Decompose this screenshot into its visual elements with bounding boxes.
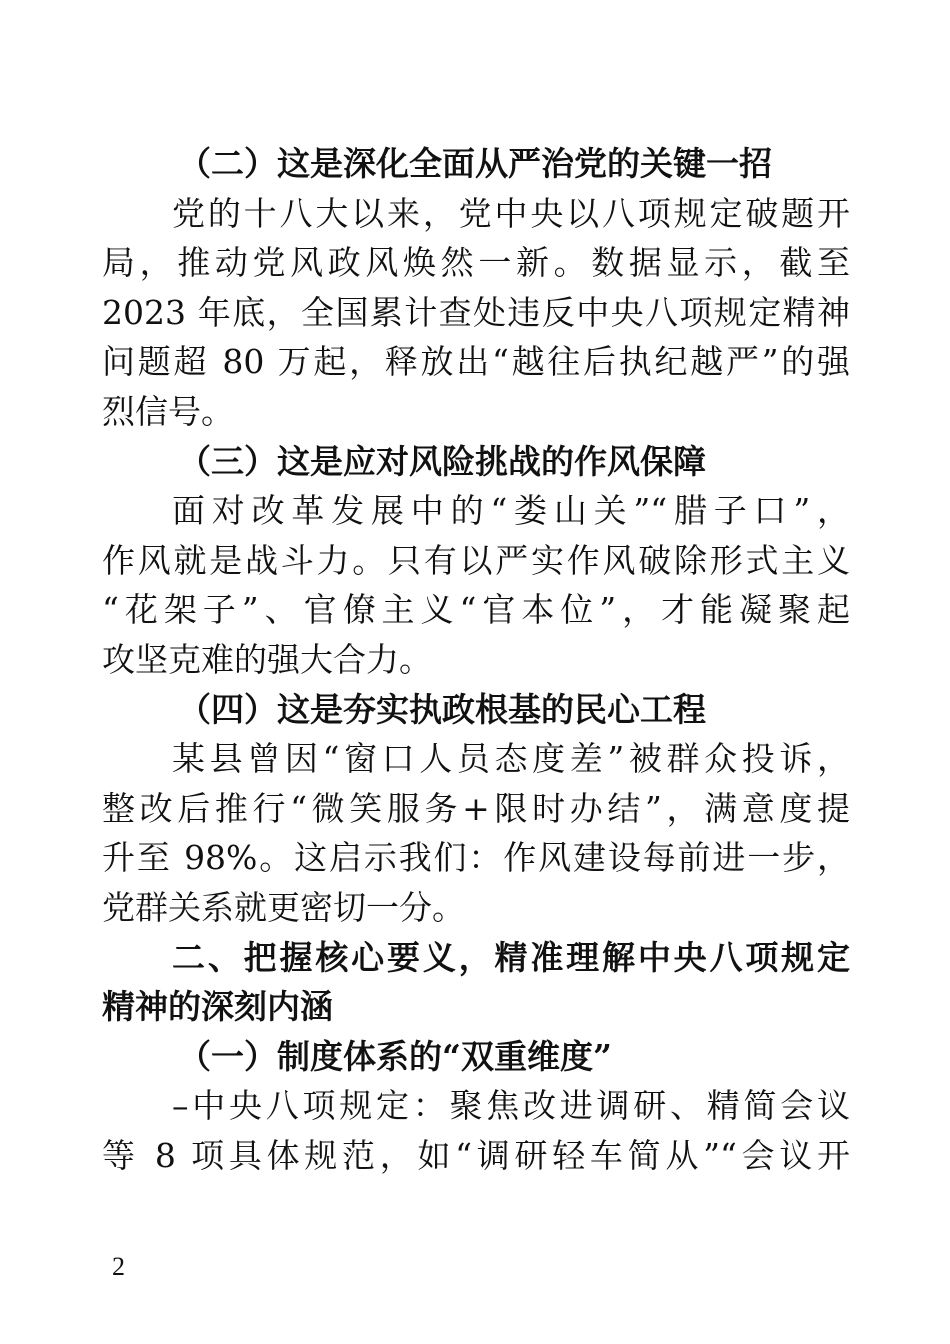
section-heading-2-cont: 精神的深刻内涵 <box>102 987 333 1027</box>
document-body <box>102 139 850 1180</box>
paragraph-line: 整改后推行“微笑服务+限时办结”，满意度提 <box>102 788 850 828</box>
paragraph-line: 等 8 项具体规范，如“调研轻车简从”“会议开 <box>102 1135 850 1175</box>
page-number: 2 <box>112 1252 125 1281</box>
subsection-heading-3: （三）这是应对风险挑战的作风保障 <box>178 441 706 481</box>
paragraph-line: 局，推动党风政风焕然一新。数据显示，截至 <box>102 243 850 283</box>
section-heading-2: 二、把握核心要义，精准理解中央八项规定 <box>172 937 850 977</box>
paragraph-line: 党的十八大以来，党中央以八项规定破题开 <box>172 193 850 233</box>
paragraph-line: 作风就是战斗力。只有以严实作风破除形式主义 <box>102 540 850 580</box>
paragraph-line: 某县曾因“窗口人员态度差”被群众投诉， <box>172 739 850 779</box>
subsection-heading-2: （二）这是深化全面从严治党的关键一招 <box>178 144 772 183</box>
subsection-heading-4: （四）这是夯实执政根基的民心工程 <box>178 689 706 729</box>
paragraph-line: 攻坚克难的强大合力。 <box>102 639 432 679</box>
paragraph-line: 升至 98%。这启示我们：作风建设每前进一步， <box>102 838 850 878</box>
paragraph-line: 烈信号。 <box>102 391 234 431</box>
paragraph-line: 问题超 80 万起，释放出“越往后执纪越严”的强 <box>102 342 850 382</box>
subsection-heading-1: （一）制度体系的“双重维度” <box>178 1036 612 1076</box>
paragraph-line: 2023 年底，全国累计查处违反中央八项规定精神 <box>102 292 850 332</box>
paragraph-line: 面对改革发展中的“娄山关”“腊子口”， <box>172 491 850 531</box>
paragraph-line: “花架子”、官僚主义“官本位”，才能凝聚起 <box>102 590 850 630</box>
paragraph-line: –中央八项规定：聚焦改进调研、精简会议 <box>172 1086 850 1126</box>
paragraph-line: 党群关系就更密切一分。 <box>102 887 465 927</box>
